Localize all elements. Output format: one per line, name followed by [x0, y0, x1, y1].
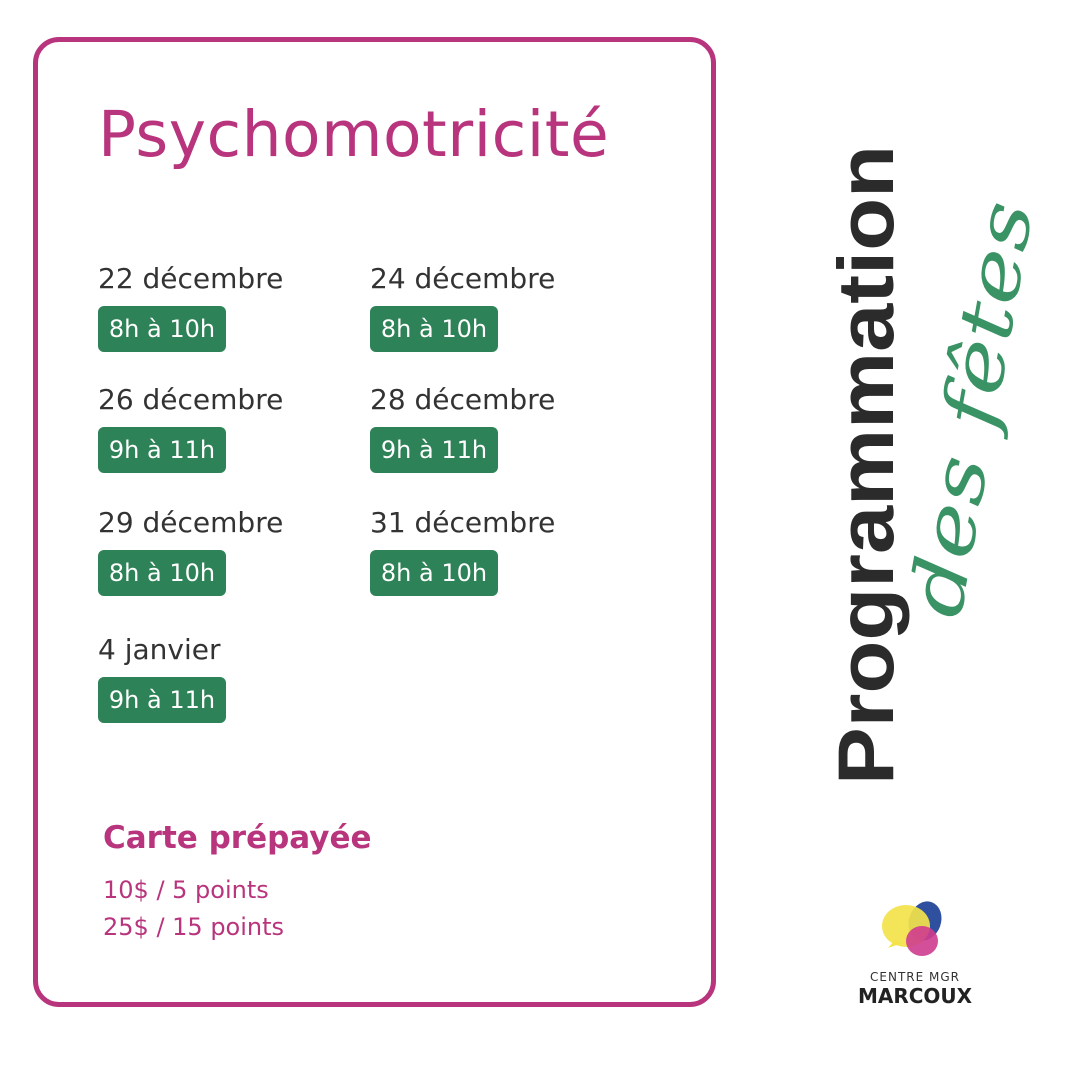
side-heading	[750, 100, 1036, 820]
side-heading-main: Programmation	[821, 201, 910, 785]
time-badge: 8h à 10h	[370, 306, 498, 352]
price-item: 10$ / 5 points	[103, 876, 269, 904]
time-badge: 9h à 11h	[370, 427, 498, 473]
side-heading-graphic	[750, 100, 1036, 820]
page-title: Psychomotricité	[98, 98, 610, 171]
entry-date: 4 janvier	[98, 633, 221, 666]
logo-mark-icon	[840, 896, 990, 966]
schedule-entry	[98, 383, 283, 473]
entry-date: 28 décembre	[370, 383, 556, 416]
time-badge: 9h à 11h	[98, 427, 226, 473]
schedule-entry	[98, 506, 283, 596]
logo-line2: MARCOUX	[857, 984, 973, 1008]
entry-date: 22 décembre	[98, 262, 284, 295]
side-heading-script: des fêtes	[893, 277, 1036, 624]
schedule-entry	[98, 633, 226, 723]
entry-date: 24 décembre	[370, 262, 556, 295]
entry-date: 26 décembre	[98, 383, 284, 416]
schedule-entry	[370, 506, 555, 596]
time-badge: 8h à 10h	[98, 306, 226, 352]
schedule-entry	[370, 262, 555, 352]
entry-date: 31 décembre	[370, 506, 556, 539]
entry-date: 29 décembre	[98, 506, 284, 539]
time-badge: 8h à 10h	[370, 550, 498, 596]
centre-logo	[840, 896, 990, 1016]
schedule-entry	[98, 262, 283, 352]
price-item: 25$ / 15 points	[103, 913, 285, 941]
logo-line1: CENTRE MGR	[870, 970, 960, 984]
time-badge: 9h à 11h	[98, 677, 226, 723]
schedule-entry	[370, 383, 555, 473]
prepaid-card-title: Carte prépayée	[103, 820, 372, 856]
time-badge: 8h à 10h	[98, 550, 226, 596]
